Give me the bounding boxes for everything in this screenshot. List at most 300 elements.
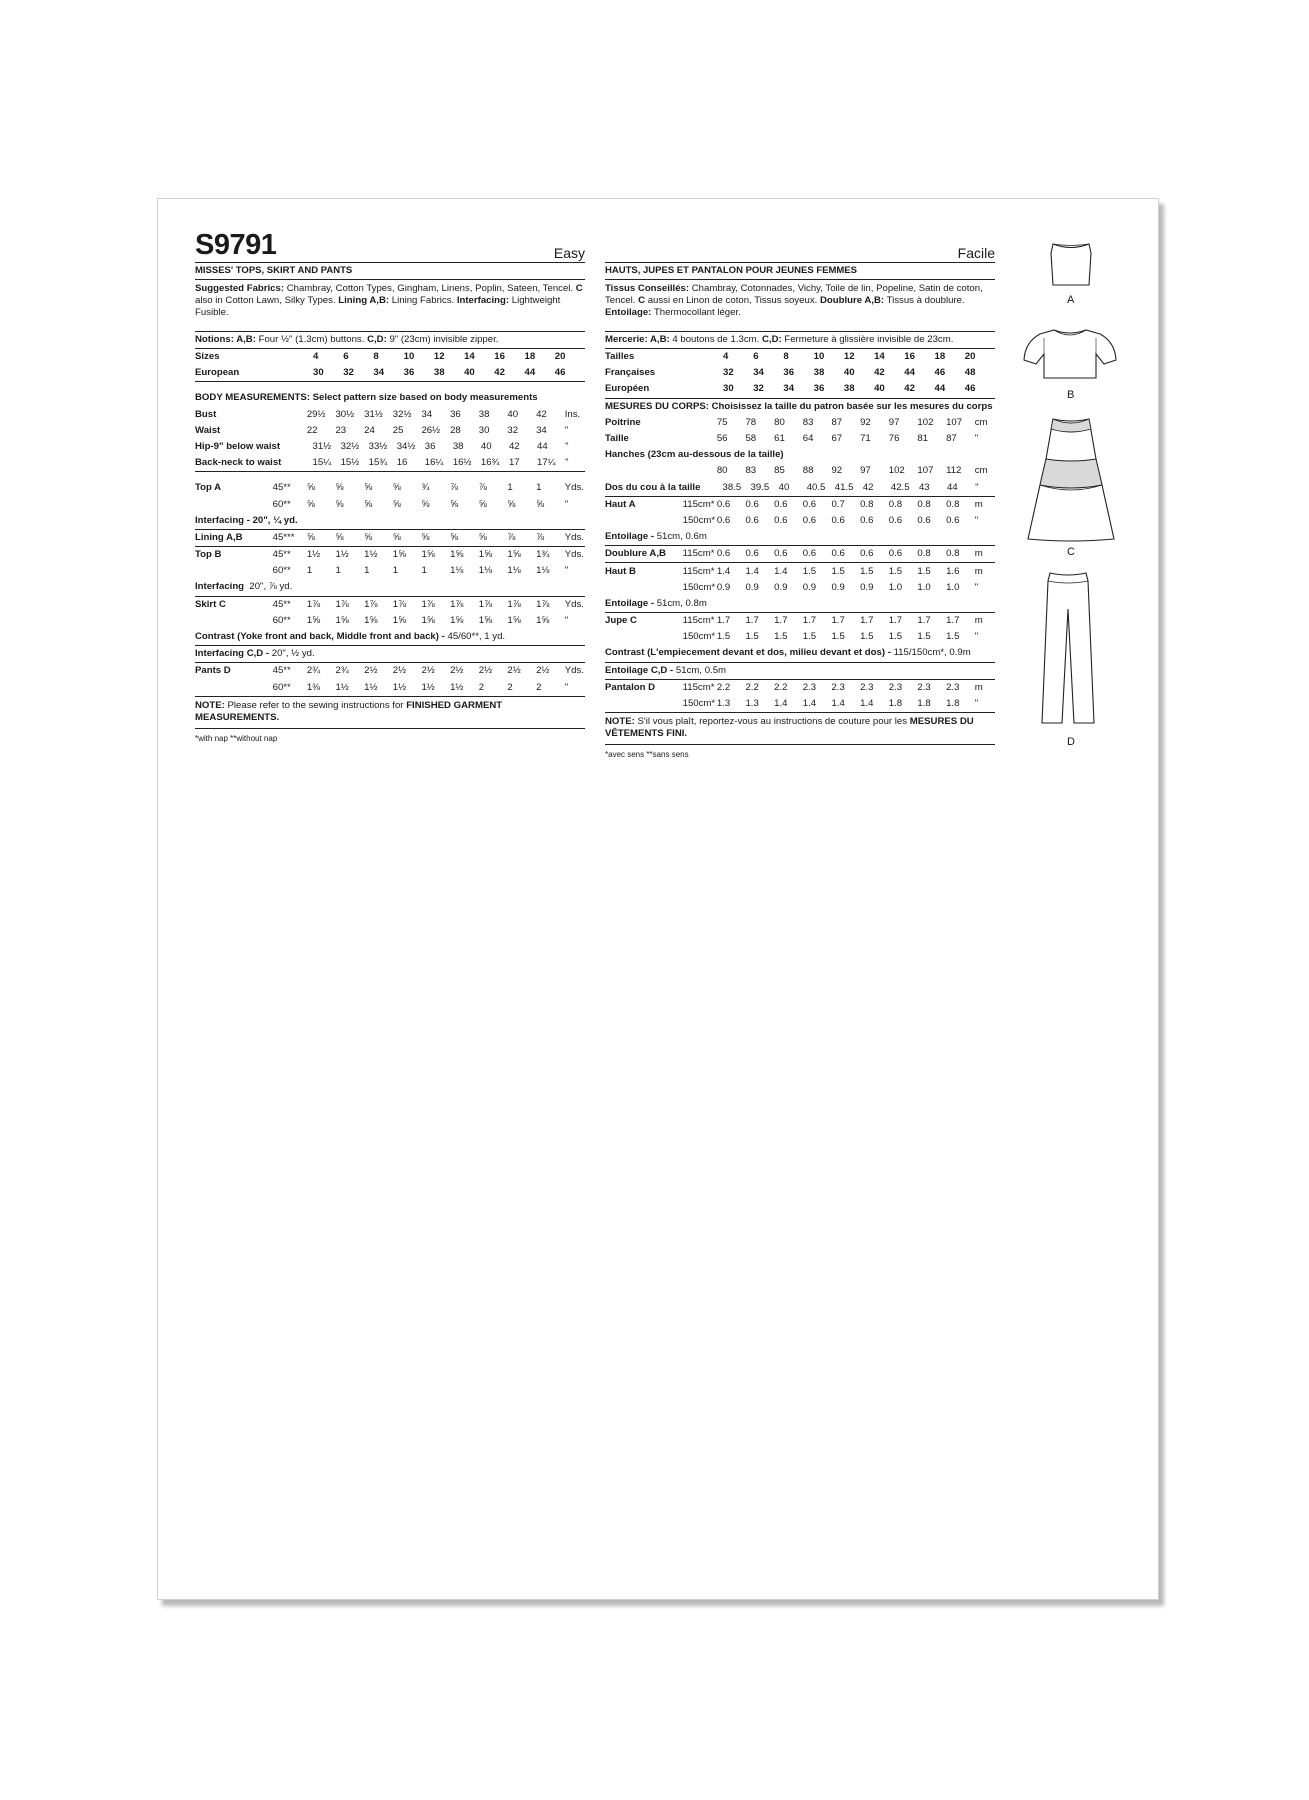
fabric-width: 45**: [272, 549, 291, 561]
table-row: [195, 423, 585, 439]
table-cell: 0.6: [774, 548, 788, 560]
table-cell: 2.3: [860, 681, 874, 693]
table-cell: 67: [831, 433, 843, 445]
table-cell: 0.9: [774, 581, 788, 593]
body-measurements: [195, 390, 585, 472]
table-cell: 2½: [450, 665, 464, 677]
table-cell: 81: [917, 433, 929, 445]
fabric-width: 115cm*: [682, 565, 715, 577]
table-cell: 1⅞: [335, 598, 349, 610]
table-cell: 42: [494, 367, 505, 379]
table-row: [605, 381, 995, 397]
table-cell: 1: [306, 565, 313, 577]
table-cell: 61: [774, 433, 785, 445]
table-cell: 1⅞: [450, 598, 464, 610]
table-cell: 0.8: [860, 498, 874, 510]
table-cell: 1: [536, 482, 542, 494]
row-label: Top B: [195, 549, 222, 561]
unit: ": [974, 514, 979, 526]
table-cell: 1⅝: [507, 614, 521, 626]
table-cell: ⅝: [507, 498, 516, 510]
table-cell: 2.3: [946, 681, 960, 693]
unit: ": [565, 457, 569, 469]
row-label: Bust: [195, 408, 217, 420]
table-cell: 14: [874, 351, 885, 363]
table-cell: 85: [774, 465, 785, 477]
table-row: [605, 546, 995, 562]
table-row: [195, 365, 585, 381]
unit: m: [974, 681, 983, 693]
table-row: [605, 696, 995, 712]
table-row: [605, 563, 995, 579]
table-cell: ⅝: [306, 498, 315, 510]
table-cell: 1⅞: [392, 598, 407, 610]
table-cell: 2: [478, 681, 485, 693]
footnote: *with nap **without nap: [195, 733, 278, 743]
table-cell: 0.8: [946, 548, 960, 560]
view-a-label: A: [1067, 294, 1075, 306]
table-cell: ⅝: [478, 498, 487, 510]
table-cell: ⅞: [507, 531, 516, 543]
table-cell: 1.5: [888, 631, 903, 643]
notions-fr: Mercerie: A,B: 4 boutons de 1.3cm. C,D: Fermeture à glissière invisible de 23cm.: [605, 332, 995, 349]
row-label: Sizes: [195, 351, 220, 363]
table-cell: 1: [507, 482, 513, 494]
table-cell: 1: [364, 565, 370, 577]
table-cell: 0.6: [888, 548, 903, 560]
french-column: [605, 234, 995, 761]
table-cell: 0.9: [745, 581, 759, 593]
table-cell: 0.6: [716, 498, 731, 510]
table-cell: 31½: [312, 441, 332, 453]
table-cell: 34: [783, 383, 795, 395]
unit: Yds.: [564, 598, 584, 610]
table-cell: 2½: [421, 665, 435, 677]
table-cell: 34: [373, 367, 385, 379]
table-cell: ⅞: [478, 482, 487, 494]
table-cell: 38: [478, 408, 490, 420]
table-cell: 102: [888, 465, 905, 477]
table-cell: 1.0: [917, 581, 931, 593]
table-cell: 1.7: [831, 615, 845, 627]
table-cell: 1.3: [716, 698, 731, 710]
table-cell: 0.6: [716, 548, 731, 560]
table-cell: 1½: [306, 549, 321, 561]
table-cell: ¾: [421, 482, 430, 494]
notions: Notions: A,B: Four ½" (1.3cm) buttons. C,D: 9" (23cm) invisible zipper.: [195, 332, 585, 349]
table-cell: 2: [507, 681, 513, 693]
table-cell: 16¼: [424, 457, 444, 469]
table-cell: 38.5: [722, 481, 742, 493]
table-cell: 12: [843, 351, 855, 363]
table-cell: 1½: [364, 549, 378, 561]
table-cell: 75: [716, 416, 728, 428]
unit: m: [974, 615, 983, 627]
table-cell: 80: [716, 465, 728, 477]
table-cell: 34: [536, 424, 547, 436]
table-cell: 4: [722, 351, 729, 363]
table-cell: 1.7: [802, 615, 817, 627]
unit: ": [565, 441, 569, 453]
row-label: Top A: [195, 482, 222, 494]
pattern-title-fr: HAUTS, JUPES ET PANTALON POUR JEUNES FEMMES: [605, 263, 995, 280]
row-label: Skirt C: [195, 598, 226, 610]
table-cell: 31½: [364, 408, 383, 420]
table-cell: 56: [716, 433, 728, 445]
table-row: [195, 680, 585, 696]
table-row: [195, 349, 585, 365]
table-cell: 1⅛: [450, 565, 464, 577]
table-cell: 44: [524, 367, 536, 379]
table-cell: 1: [392, 565, 399, 577]
table-cell: 16: [904, 351, 915, 363]
unit: ": [974, 581, 979, 593]
table-cell: 1⅞: [478, 598, 493, 610]
yardage-top-a: [195, 480, 585, 530]
table-cell: 97: [860, 465, 871, 477]
unit: Yds.: [564, 665, 584, 677]
table-cell: 2½: [478, 665, 493, 677]
table-cell: 18: [524, 351, 536, 363]
table-cell: 8: [373, 351, 379, 363]
table-row: [605, 415, 995, 431]
body-measurements-header-fr: MESURES DU CORPS: Choisissez la taille du patron basée sur les mesures du corps: [605, 400, 993, 412]
table-cell: ⅝: [364, 498, 373, 510]
unit: ": [564, 565, 569, 577]
table-cell: 40: [778, 481, 790, 493]
table-cell: 1.4: [774, 698, 788, 710]
table-cell: 0.9: [860, 581, 874, 593]
table-cell: 14: [464, 351, 475, 363]
header-fr: [605, 234, 995, 263]
row-label: Taille: [605, 433, 629, 445]
table-cell: 28: [450, 424, 461, 436]
row-label: Haut A: [605, 498, 636, 510]
table-cell: 16½: [452, 457, 472, 469]
table-cell: 1½: [450, 681, 464, 693]
table-cell: ⅝: [364, 531, 373, 543]
table-cell: 0.6: [745, 514, 759, 526]
table-cell: 58: [745, 433, 757, 445]
table-cell: 17: [508, 457, 520, 469]
table-cell: 1½: [335, 681, 349, 693]
table-cell: 1.5: [860, 631, 874, 643]
table-cell: 78: [745, 416, 757, 428]
table-cell: 1.8: [888, 698, 903, 710]
fabric-width: 60**: [272, 681, 291, 693]
table-cell: 1½: [421, 681, 435, 693]
table-cell: 38: [433, 367, 445, 379]
table-cell: 1.5: [888, 565, 903, 577]
table-row: [605, 480, 995, 496]
table-cell: ⅝: [421, 498, 430, 510]
table-cell: 2.3: [802, 681, 817, 693]
unit: ": [564, 424, 569, 436]
table-cell: 1.8: [917, 698, 931, 710]
table-cell: 16: [396, 457, 408, 469]
table-cell: 1⅛: [507, 565, 521, 577]
view-c-drawing: [1016, 415, 1126, 545]
table-row: [195, 563, 585, 579]
suggested-fabrics: Suggested Fabrics: Chambray, Cotton Types, Gingham, Linens, Poplin, Sateen, Tencel. C also in Cotton Lawn, Silky Types. Lining A,B: Lining Fabrics. Interfacing: Lightweight Fusible.: [195, 280, 585, 332]
table-cell: 36: [424, 441, 436, 453]
difficulty-fr: Facile: [957, 245, 995, 261]
body-measurements-fr: [605, 399, 995, 497]
table-cell: 40: [874, 383, 885, 395]
row-label: European: [195, 367, 240, 379]
yardage-top-b: [195, 547, 585, 597]
table-cell: 26½: [421, 424, 441, 436]
table-cell: 2½: [392, 665, 407, 677]
table-cell: 2.2: [745, 681, 759, 693]
unit: ": [564, 681, 569, 693]
table-cell: 1.5: [917, 631, 931, 643]
table-cell: 1.5: [831, 631, 845, 643]
fabric-width: 150cm*: [682, 514, 716, 526]
table-cell: 16: [494, 351, 505, 363]
pattern-envelope-back: [157, 198, 1159, 1600]
table-cell: 1¾: [536, 549, 550, 561]
table-cell: 1.7: [716, 615, 731, 627]
difficulty: Easy: [553, 245, 585, 261]
table-cell: 16¾: [480, 457, 500, 469]
table-cell: 1.5: [917, 565, 931, 577]
table-cell: ⅝: [335, 498, 344, 510]
table-cell: 1⅝: [478, 614, 493, 626]
contrast-c: Contrast (Yoke front and back, Middle front and back) - 45/60**, 1 yd.: [195, 631, 506, 642]
unit: ": [974, 433, 979, 445]
table-cell: 42: [536, 408, 547, 420]
table-cell: 76: [888, 433, 900, 445]
suggested-fabrics-fr: Tissus Conseillés: Chambray, Cotonnades, Vichy, Toile de lin, Popeline, Satin de coton, Tencel. C aussi en Linon de coton, Tissus soyeux. Doublure A,B: Tissus à doublure. Entoilage: Thermocollant léger.: [605, 280, 995, 332]
body-measurements-header: BODY MEASUREMENTS: Select pattern size based on body measurements: [195, 392, 538, 404]
fabric-width: 115cm*: [682, 548, 715, 560]
table-cell: 42: [874, 367, 885, 379]
fabric-width: 115cm*: [682, 615, 715, 627]
table-cell: 15¼: [312, 457, 332, 469]
table-cell: 20: [964, 351, 976, 363]
table-cell: 0.6: [774, 498, 788, 510]
table-cell: 22: [306, 424, 318, 436]
table-cell: 36: [783, 367, 795, 379]
table-cell: 83: [802, 416, 814, 428]
table-cell: 12: [433, 351, 445, 363]
view-d-drawing: [1028, 569, 1108, 729]
yardage-top-a-fr: [605, 497, 995, 547]
unit: m: [974, 548, 983, 560]
table-cell: 1.5: [946, 631, 960, 643]
unit: ": [564, 498, 569, 510]
table-cell: 23: [335, 424, 347, 436]
table-cell: 1.7: [888, 615, 903, 627]
table-cell: 0.8: [917, 498, 931, 510]
row-label: Waist: [195, 424, 221, 436]
table-cell: 15¾: [368, 457, 388, 469]
table-row: [195, 663, 585, 679]
table-cell: 2.3: [888, 681, 903, 693]
table-cell: 1⅝: [364, 614, 378, 626]
row-label: Pants D: [195, 665, 231, 677]
table-cell: 1⅛: [536, 565, 550, 577]
table-cell: 18: [934, 351, 946, 363]
table-cell: 2.3: [831, 681, 845, 693]
table-cell: 2.2: [716, 681, 731, 693]
yardage-skirt-c: [195, 597, 585, 647]
table-cell: 40: [480, 441, 492, 453]
table-cell: 36: [403, 367, 415, 379]
table-cell: 4: [312, 351, 319, 363]
pattern-number: S9791: [195, 229, 277, 261]
table-cell: 1½: [335, 549, 349, 561]
fabric-width: 60**: [272, 565, 291, 577]
table-cell: 46: [554, 367, 566, 379]
table-cell: 88: [802, 465, 814, 477]
table-cell: 1.7: [745, 615, 759, 627]
table-cell: 6: [753, 351, 759, 363]
table-cell: 0.9: [831, 581, 845, 593]
table-cell: 32½: [392, 408, 412, 420]
table-cell: 87: [831, 416, 843, 428]
fabric-width: 45**: [272, 665, 291, 677]
table-cell: 1⅜: [306, 681, 321, 693]
table-row: [605, 613, 995, 629]
table-cell: 39.5: [750, 481, 770, 493]
table-cell: 46: [934, 367, 946, 379]
sizes-table: [195, 349, 585, 382]
table-cell: 2.3: [917, 681, 931, 693]
view-c-label: C: [1067, 546, 1075, 558]
table-row: [605, 513, 995, 529]
table-cell: 0.6: [888, 514, 903, 526]
table-cell: 1⅝: [392, 614, 407, 626]
fabric-width: 150cm*: [682, 631, 716, 643]
table-cell: 0.6: [860, 548, 874, 560]
table-cell: ⅝: [335, 531, 344, 543]
table-cell: 97: [888, 416, 900, 428]
table-cell: 1⅝: [507, 549, 521, 561]
table-cell: 20: [554, 351, 566, 363]
table-cell: ⅞: [536, 531, 545, 543]
table-cell: 1⅝: [450, 614, 464, 626]
table-cell: 0.9: [802, 581, 817, 593]
table-row: [605, 431, 995, 447]
table-cell: 0.8: [917, 548, 931, 560]
contrast-c-fr: Contrast (L'empiecement devant et dos, milieu devant et dos) - 115/150cm*, 0.9m: [605, 647, 971, 659]
table-cell: 0.6: [774, 514, 788, 526]
unit: ": [564, 614, 569, 626]
table-cell: 40: [464, 367, 475, 379]
table-cell: 0.6: [802, 498, 817, 510]
table-row: [605, 629, 995, 645]
table-cell: ⅞: [450, 482, 459, 494]
yardage-lining: [195, 530, 585, 547]
table-cell: 107: [946, 416, 963, 428]
interfacing-b: Interfacing 20", ⅞ yd.: [195, 581, 293, 593]
table-cell: 1⅞: [306, 598, 321, 610]
table-cell: 71: [860, 433, 871, 445]
table-cell: 29½: [306, 408, 326, 420]
table-cell: 1⅛: [478, 565, 493, 577]
table-cell: 2.2: [774, 681, 788, 693]
table-cell: 8: [783, 351, 789, 363]
table-cell: 32: [753, 383, 764, 395]
table-cell: 0.9: [716, 581, 731, 593]
table-cell: 1⅞: [507, 598, 521, 610]
table-cell: ⅝: [421, 531, 430, 543]
table-cell: 1.7: [860, 615, 874, 627]
unit: m: [974, 565, 983, 577]
table-cell: ⅝: [392, 498, 401, 510]
table-cell: 1.5: [860, 565, 874, 577]
table-cell: 34: [753, 367, 764, 379]
row-label: Lining A,B: [195, 531, 243, 543]
fabric-width: 115cm*: [682, 498, 715, 510]
interfacing-a-fr: Entoilage - 51cm, 0.6m: [605, 531, 707, 543]
table-cell: 1.5: [774, 631, 788, 643]
table-cell: 6: [343, 351, 349, 363]
fabric-width: 150cm*: [682, 581, 716, 593]
table-cell: 32: [343, 367, 354, 379]
yardage-pants-d: [195, 663, 585, 696]
table-cell: 1.5: [802, 565, 817, 577]
table-cell: 25: [392, 424, 404, 436]
table-cell: 40.5: [806, 481, 826, 493]
table-cell: ⅝: [364, 482, 373, 494]
table-row: [605, 680, 995, 696]
table-cell: ⅝: [392, 482, 401, 494]
fabric-width: 60**: [272, 498, 291, 510]
interfacing-cd: Interfacing C,D - 20", ½ yd.: [195, 646, 585, 663]
yardage-top-b-fr: [605, 563, 995, 613]
table-cell: 0.6: [831, 548, 845, 560]
note-fr: NOTE: S'il vous plaît, reportez-vous au instructions de couture pour les MESURES DU VÊTEMENTS FINI.: [605, 713, 995, 745]
unit: cm: [974, 465, 988, 477]
table-cell: 1.4: [802, 698, 817, 710]
table-cell: 1.4: [745, 565, 759, 577]
table-cell: 2: [536, 681, 542, 693]
yardage-lining-fr: [605, 546, 995, 563]
table-cell: 2¾: [335, 665, 349, 677]
table-cell: 1⅝: [421, 549, 435, 561]
table-cell: 42: [904, 383, 915, 395]
table-cell: 44: [904, 367, 915, 379]
table-cell: ⅝: [536, 498, 545, 510]
table-cell: 0.6: [946, 514, 960, 526]
table-cell: 0.8: [888, 498, 903, 510]
table-cell: 15½: [340, 457, 360, 469]
table-cell: 30: [478, 424, 490, 436]
table-row: [195, 497, 585, 513]
row-label: Poitrine: [605, 416, 641, 428]
table-cell: 10: [813, 351, 825, 363]
table-cell: 0.6: [802, 514, 817, 526]
table-cell: 0.6: [802, 548, 817, 560]
table-cell: 30: [722, 383, 734, 395]
english-column: [195, 229, 585, 745]
table-cell: 1.5: [716, 631, 731, 643]
table-cell: 1⅞: [364, 598, 378, 610]
table-cell: 17¼: [537, 457, 556, 469]
table-cell: 34: [421, 408, 433, 420]
table-cell: 41.5: [834, 481, 854, 493]
table-cell: 0.6: [831, 514, 845, 526]
fabric-width: 115cm*: [682, 681, 715, 693]
table-cell: 44: [947, 481, 958, 493]
interfacing-b-fr: Entoilage - 51cm, 0.8m: [605, 597, 707, 609]
table-row: [195, 407, 585, 423]
table-cell: 43: [918, 481, 930, 493]
table-cell: 1½: [392, 681, 407, 693]
